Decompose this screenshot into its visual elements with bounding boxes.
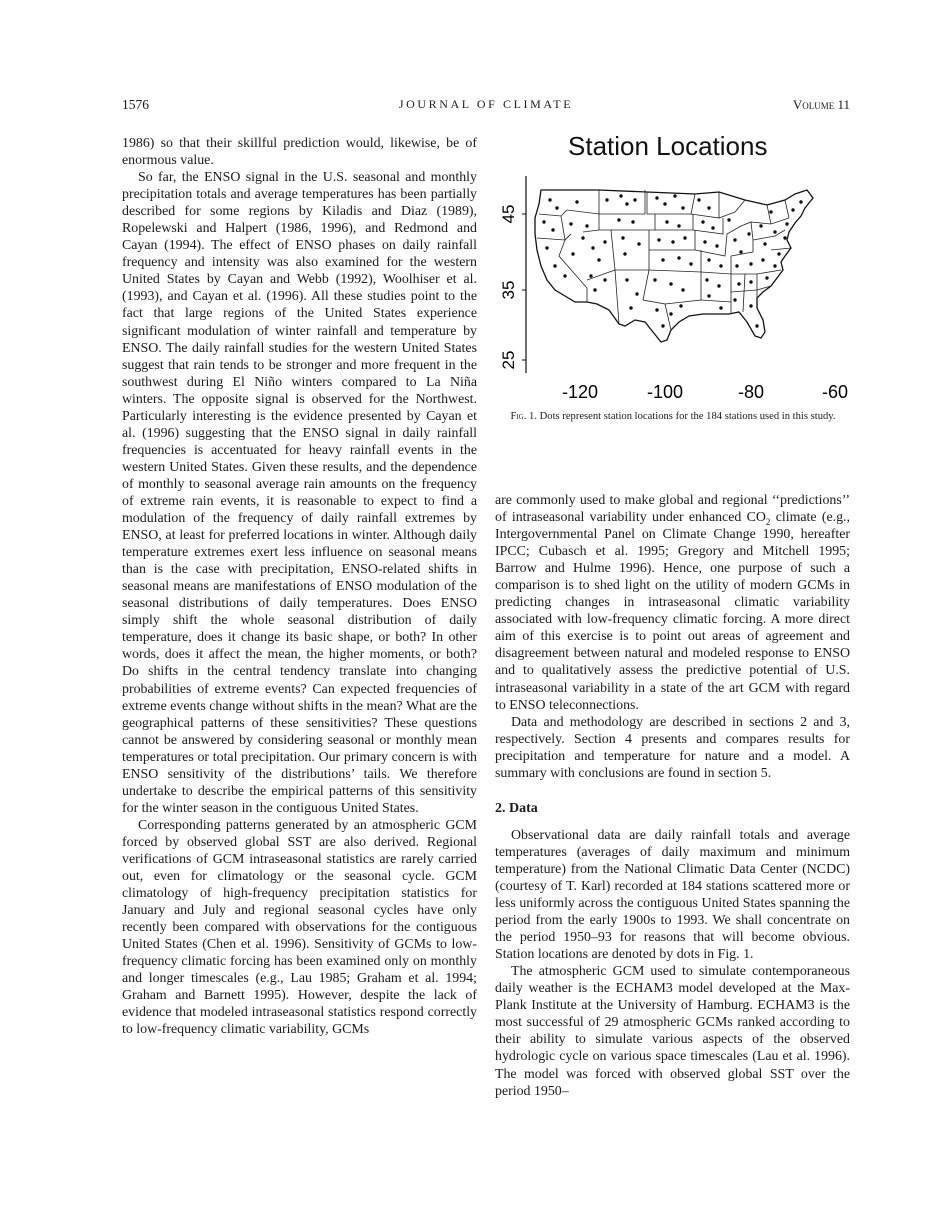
right-column [495,492,850,1100]
x-tick-label: -100 [646,382,684,402]
paragraph: The atmospheric GCM used to simulate contemporaneous daily weather is the ECHAM3 model developed at the Max-Plank Institute at the University of Hamburg. ECHAM3 is the most successful of 29 atmospheric GCMs ranked according to their ability to simulate various aspects of the observed hydrologic cycle on various space timescales (Lau et al. 1996). The model was forced with observed global SST over the period 1950– [495,964,850,1099]
x-tick-label: -60 [821,382,849,402]
x-tick-label: -120 [561,382,599,402]
paragraph: Corresponding patterns generated by an atmospheric GCM forced by observed global SST are also derived. Regional verifications of GCM intraseasonal statistics are rarely carried out, even for climatology or the seasonal cycle. GCM climatology of high-frequency precipitation statistics for January and July and regional seasonal cycles have only recently been compared with observations for the contiguous United States (Chen et al. 1996). Sensitivity of GCMs to low-frequency climatic forcing has been examined only on monthly and longer timescales (e.g., Lau 1985; Graham et al. 1994; Graham and Barnett 1995). However, despite the lack of evidence that modeled intraseasonal statistics respond correctly to low-frequency climatic variability, GCMs [122,817,477,1038]
figure-caption [495,410,851,423]
figure-1 [495,130,851,442]
figure-title: Station Locations [568,131,768,161]
paragraph: Data and methodology are described in sections 2 and 3, respectively. Section 4 presents and compares results for precipitation and temperature for nature and a model. A summary with conclusions are found in section 5. [495,714,850,781]
volume-label: Volume 11 [792,97,850,112]
left-column [122,135,477,1038]
x-tick-label: -80 [737,382,765,402]
caption-label: Fig. 1. [510,411,537,422]
page-number: 1576 [122,97,149,112]
caption-text: Dots represent station locations for the 184 stations used in this study. [539,411,836,422]
journal-name: JOURNAL OF CLIMATE [398,97,574,111]
section-heading: 2. Data [495,800,538,816]
page-header [122,97,850,115]
subscript: 2 [765,516,771,527]
station-map [495,130,851,408]
paragraph: So far, the ENSO signal in the U.S. seasonal and monthly precipitation totals and average temperatures has been partially described for some regions by Kiladis and Diaz (1989), Ropelewski and Halpert (1986, 1996), and Redmond and Cayan (1994). The effect of ENSO phases on daily rainfall frequency and intensity was also examined for the western United States by Cayan and Webb (1992), Woolhiser et al. (1993), and Cayan et al. (1996). All these studies point to the fact that large regions of the United States experience significant modulation of winter rainfall and temperature by ENSO. The daily rainfall studies for the western United States suggest that rain tends to be stronger and more frequent in the southwest during El Niño winters compared to La Niña winters. The opposite signal is observed for the Northwest. Particularly interesting is the evidence presented by Cayan et al. (1996) suggesting that the ENSO signal in daily rainfall frequencies is accentuated for heavy rainfall events in the western United States. Given these results, and the dependence of monthly to seasonal average rain amounts on the frequency of extreme rain events, it is reasonable to expect to find a modulation of the frequency of daily rainfall extremes by ENSO, at least for preferred locations in winter. Although daily temperature extremes exert less influence on seasonal means than is the case with precipitation, ENSO-related shifts in seasonal means are manifestations of ENSO modulation of the seasonal distributions of daily temperatures. Does ENSO simply shift the whole seasonal distribution of daily temperature, does it change its basic shape, or both? In other words, does it affect the mean, the higher moments, or both? Do shifts in the central tendency translate into changing probabilities of extreme events? Can expected frequencies of extreme events change without shifts in the mean? What are the geographical patterns of these sensitivities? These questions cannot be answered by considering seasonal or monthly mean temperatures or total precipitation. Our primary concern is with ENSO sensitivity of the distributions’ tails. We therefore undertake to describe the empirical patterns of this sensitivity for the winter season in the contiguous United States. [122,170,477,816]
y-tick-label: 35 [499,280,518,300]
paragraph: 1986) so that their skillful prediction would, likewise, be of enormous value. [122,136,477,169]
paragraph: are commonly used to make global and regional ‘‘predictions’’ of intraseasonal variability under enhanced $CO_2$ climate (e.g., Intergovernmental Panel on Climate Change 1990, hereafter IPCC; Cubasch et al. 1995; Gregory and Mitchell 1995; Barrow and Hulme 1996). Hence, one purpose of such a comparison is to shed light on the utility of modern GCMs in predicting changes in intraseasonal climatic variability associated with low-frequency climatic forcing. A more direct aim of this exercise is to point out areas of agreement and disagreement between natural and modeled response to ENSO and to qualitatively assess the predictive potential of U.S. intraseasonal variability in a state of the art GCM with regard to ENSO teleconnections. [495,493,851,713]
y-tick-label: 25 [499,350,518,370]
y-tick-label: 45 [499,204,518,224]
paragraph: Observational data are daily rainfall totals and average temperatures (averages of daily maximum and minimum temperature) from the National Climatic Data Center (NCDC) (courtesy of T. Karl) recorded at 184 stations scattered more or less uniformly across the contiguous United States spanning the period from the early 1900s to 1993. We shall concentrate on the period 1950–93 for reasons that will become obvious. Station locations are denoted by dots in Fig. 1. [495,827,850,963]
